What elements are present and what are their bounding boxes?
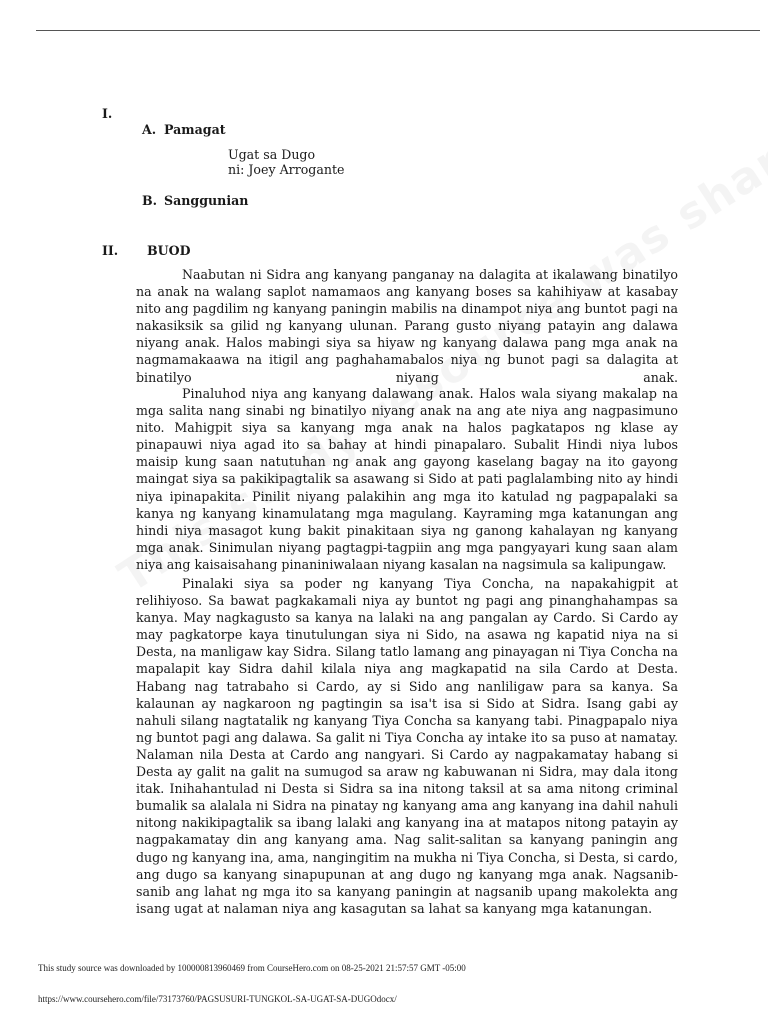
section-1b-heading: Sanggunian <box>164 193 249 208</box>
top-divider <box>36 30 760 31</box>
work-author: ni: Joey Arrogante <box>228 162 345 177</box>
summary-paragraph-3: Pinalaki siya sa poder ng kanyang Tiya Concha, na napakahigpit at relihiyoso. Sa bawat pagkakamali niya ay buntot ng pagi ang pinanghahampas sa kanya. May nagkagusto sa kanya na lalaki na ang pangalan ay Cardo. Si Cardo ay may pagkatorpe kaya tinutulungan siya ni Sido, na asawa ng kapatid niya na si Desta, na manligaw kay Sidra. Silang tatlo lamang ang pinayagan ni Tiya Concha na mapalapit kay Sidra dahil kilala niya ang magkapatid na sila Cardo at Desta. Habang nag tatrabaho si Cardo, ay si Sido ang nanliligaw para sa kanya. Sa kalaunan ay nagkaroon ng pagtingin sa isa't isa si Sido at Sidra. Isang gabi ay nahuli silang nagtatalik ng kanyang Tiya Concha sa kanyang tabi. Pinagpapalo niya ng buntot pagi ang dalawa. Sa galit ni Tiya Concha ay intake ito sa puso at namatay. Nalaman nila Desta at Cardo ang nangyari. Si Cardo ay nagpakamatay habang si Desta ay galit na galit na sumugod sa araw ng kabuwanan ni Sidra, may dala itong itak. Inihahantulad ni Desta si Sidra sa ina nitong taksil at sa ama nitong criminal bumalik sa alalala ni Sidra na pinatay ng kanyang ama ang kanyang ina dahil nahuli nitong nakikipagtalik sa ibang lalaki ang kanyang ina at matapos nitong patayin ay nagpakamatay din ang kanyang ama. Nag salit-salitan sa kanyang paningin ang dugo ng kanyang ina, ama, nangingitim na mukha ni Tiya Concha, si Desta, si cardo, ang dugo sa kanyang sinapupunan at ang dugo ng kanyang mga anak. Nagsanib-sanib ang lahat ng mga ito sa kanyang paningin at nagsanib upang makolekta ang isang ugat at nalaman niya ang kasagutan sa lahat sa kanyang mga katanungan. <box>136 576 678 916</box>
section-2-numeral: II. <box>102 243 119 258</box>
section-1b-label: B. <box>142 193 158 208</box>
section-2-heading: BUOD <box>147 243 191 258</box>
summary-paragraph-1: Naabutan ni Sidra ang kanyang panganay na dalagita at ikalawang binatilyo na anak na walang saplot namamaos ang kanyang boses sa kahihiyaw at kasabay nito ang pagdilim ng kanyang paningin mabilis na dinampot niya ang buntot pagi na nakasiksik sa gilid ng kanyang ulunan. Parang gusto niyang patayin ang dalawa niyang anak. Halos mabingi siya sa hiyaw ng kanyang dalawa pang mga anak na nagmamakaawa na itigil ang paghahamabalos niya ng bunot pagi sa dalagita at binatilyo niyang anak. <box>136 267 678 385</box>
section-1a-label: A. <box>142 122 157 137</box>
section-1-numeral: I. <box>102 106 113 121</box>
work-title: Ugat sa Dugo <box>228 147 316 162</box>
source-url: https://www.coursehero.com/file/73173760/PAGSUSURI-TUNGKOL-SA-UGAT-SA-DUGOdocx/ <box>38 994 397 1004</box>
section-1a-heading: Pamagat <box>164 122 226 137</box>
download-notice: This study source was downloaded by 100000813960469 from CourseHero.com on 08-25-2021 21:57:57 GMT -05:00 <box>38 963 466 973</box>
summary-paragraph-2: Pinaluhod niya ang kanyang dalawang anak. Halos wala siyang makalap na mga salita nang sinabi ng binatilyo niyang anak na ang ate niya ang nagpasimuno nito. Mahigpit siya sa kanyang mga anak na halos pagkatapos ng klase ay pinapauwi niya agad ito sa bahay at hindi pinapalaro. Subalit Hindi niya lubos maisip kung saan natutuhan ng anak ang gayong kaselang bagay na ito gayong maingat siya sa pakikipagtalik sa asawang si Sido at pati paglalambing nito ay hindi niya ipinapakita. Pinilit niyang palakihin ang mga ito katulad ng pagpapalaki sa kanya ng kanyang kinamulatang mga magulang. Kayraming mga katanungan ang hindi niya masagot kung bakit pinakitaan siya ng ganong kahalayan ng kanyang mga anak. Sinimulan niyang pagtagpi-tagpiin ang mga pangyayari kung saan alam niya ang kaisaisahang pinaniniwalaan niyang kasalan na nagsimula sa kalipungaw. <box>136 386 678 572</box>
